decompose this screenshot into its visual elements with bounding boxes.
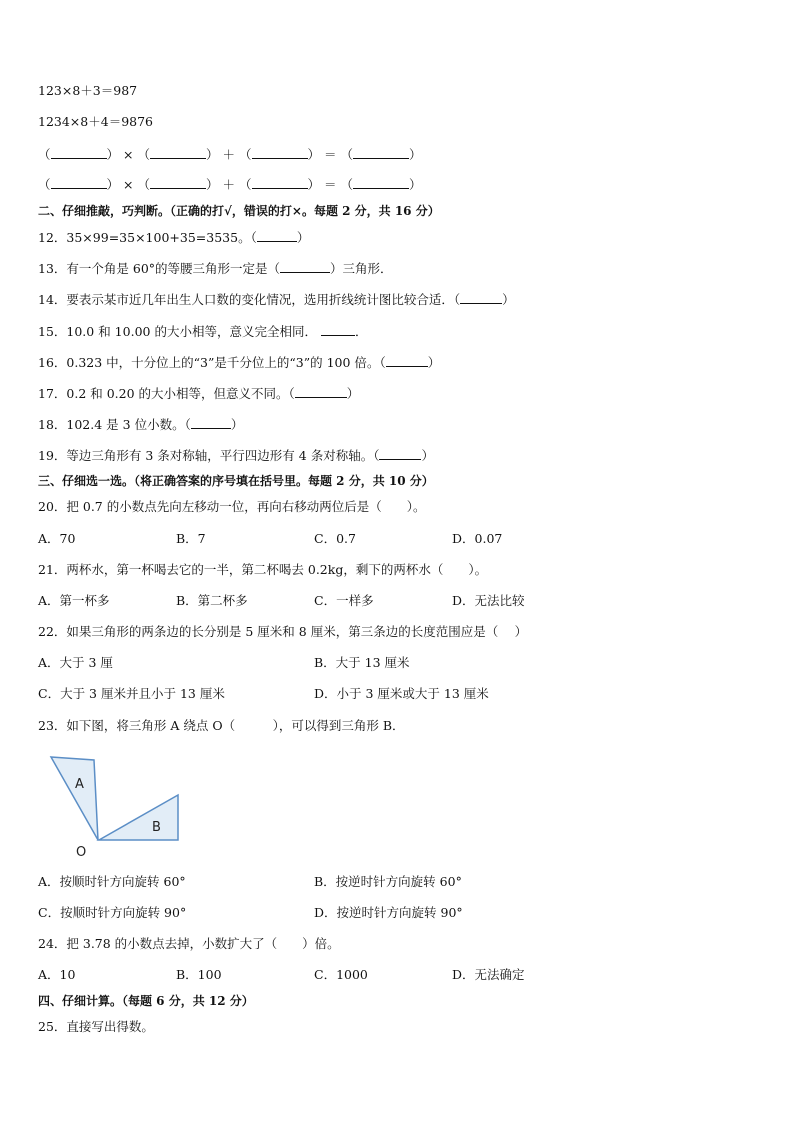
answer-blank[interactable] — [379, 447, 421, 460]
triangle-a — [51, 757, 98, 840]
paren: ） — [307, 177, 321, 192]
question-19 — [38, 447, 434, 464]
equation-line-1: 123×8＋3＝987 — [38, 83, 138, 98]
paren: （ — [137, 177, 150, 192]
question-12 — [38, 229, 309, 246]
question-21: 21．两杯水，第一杯喝去它的一半，第二杯喝去 0.2kg，剩下的两杯水（ ）。 — [38, 562, 488, 577]
option-d[interactable]: D．小于 3 厘米或大于 13 厘米 — [314, 686, 489, 701]
label-b: B — [152, 820, 161, 835]
paren: （ — [239, 177, 252, 192]
question-14 — [38, 291, 515, 308]
blank[interactable] — [252, 146, 308, 159]
question-text: 17．0.2 和 0.20 的大小相等，但意义不同。（ — [38, 386, 295, 401]
section-4-heading: 四、仔细计算。（每题 6 分，共 12 分） — [38, 994, 254, 1008]
equals-sign: ＝ — [324, 177, 337, 192]
option-a[interactable]: A．按顺时针方向旋转 60° — [38, 874, 186, 889]
question-text: 16．0.323 中，十分位上的“3”是千分位上的“3”的 100 倍。（ — [38, 355, 386, 370]
rotation-figure — [44, 752, 194, 864]
question-22: 22．如果三角形的两条边的长分别是 5 厘米和 8 厘米，第三条边的长度范围应是（ ） — [38, 624, 528, 639]
question-text: 19．等边三角形有 3 条对称轴，平行四边形有 4 条对称轴。（ — [38, 448, 380, 463]
option-c[interactable]: C．一样多 — [314, 593, 374, 608]
paren-close: ） — [296, 230, 310, 245]
times-sign: × — [123, 177, 134, 192]
option-d[interactable]: D．按逆时针方向旋转 90° — [314, 905, 463, 920]
question-13 — [38, 260, 393, 277]
equals-sign: ＝ — [324, 147, 337, 162]
question-16 — [38, 354, 440, 371]
option-b[interactable]: B．大于 13 厘米 — [314, 655, 410, 670]
equation-line-2: 1234×8＋4＝9876 — [38, 114, 154, 129]
question-text-end: ）三角形． — [330, 261, 393, 276]
option-c[interactable]: C．0.7 — [314, 531, 356, 546]
paren: ） — [206, 177, 219, 192]
question-25: 25．直接写出得数。 — [38, 1019, 154, 1034]
section-2-heading: 二、仔细推敲，巧判断。（正确的打√，错误的打×。每题 2 分，共 16 分） — [38, 204, 440, 218]
option-a[interactable]: A．大于 3 厘 — [38, 655, 113, 670]
option-d[interactable]: D．无法确定 — [452, 967, 525, 982]
question-20: 20．把 0.7 的小数点先向左移动一位，再向右移动两位后是（ ）。 — [38, 499, 426, 514]
question-17 — [38, 385, 359, 402]
blank[interactable] — [353, 146, 409, 159]
paren-close: ） — [346, 386, 360, 401]
option-a[interactable]: A．10 — [38, 967, 76, 982]
paren: （ — [239, 147, 252, 162]
blank[interactable] — [252, 176, 308, 189]
question-18 — [38, 416, 243, 433]
label-o: O — [76, 845, 87, 860]
fill-equation-row-2 — [38, 176, 422, 193]
option-d[interactable]: D．无法比较 — [452, 593, 525, 608]
times-sign: × — [123, 147, 134, 162]
answer-blank[interactable] — [280, 260, 330, 273]
question-24: 24．把 3.78 的小数点去掉，小数扩大了（ ）倍。 — [38, 936, 340, 951]
paren-close: ） — [230, 417, 244, 432]
paren: （ — [340, 177, 354, 192]
question-text: 14．要表示某市近几年出生人口数的变化情况，选用折线统计图比较合适．（ — [38, 292, 461, 307]
option-c[interactable]: C．大于 3 厘米并且小于 13 厘米 — [38, 686, 225, 701]
answer-blank[interactable] — [257, 229, 297, 242]
option-c[interactable]: C．1000 — [314, 967, 368, 982]
question-text-end: ． — [354, 324, 368, 339]
option-b[interactable]: B．按逆时针方向旋转 60° — [314, 874, 462, 889]
fill-equation-row-1 — [38, 146, 422, 163]
option-b[interactable]: B．第二杯多 — [176, 593, 248, 608]
paren-close: ） — [427, 355, 441, 370]
option-a[interactable]: A．70 — [38, 531, 76, 546]
plus-sign: ＋ — [222, 147, 236, 162]
paren: ） — [106, 147, 120, 162]
paren: （ — [340, 147, 354, 162]
question-15 — [38, 323, 367, 340]
blank[interactable] — [51, 146, 107, 159]
paren: ） — [206, 147, 219, 162]
triangle-b — [99, 795, 178, 840]
paren: （ — [38, 147, 51, 162]
question-23: 23．如下图，将三角形 A 绕点 O（ ），可以得到三角形 B． — [38, 718, 405, 733]
answer-blank[interactable] — [460, 291, 502, 304]
blank[interactable] — [150, 146, 206, 159]
blank[interactable] — [353, 176, 409, 189]
paren: ） — [409, 177, 422, 192]
option-b[interactable]: B．100 — [176, 967, 222, 982]
label-a: A — [75, 777, 84, 792]
answer-blank[interactable] — [321, 323, 355, 336]
blank[interactable] — [51, 176, 107, 189]
blank[interactable] — [150, 176, 206, 189]
plus-sign: ＋ — [222, 177, 236, 192]
question-text: 13．有一个角是 60°的等腰三角形一定是（ — [38, 261, 281, 276]
question-text: 12．35×99=35×100+35=3535。（ — [38, 230, 257, 245]
paren: ） — [307, 147, 321, 162]
paren: ） — [409, 147, 422, 162]
option-a[interactable]: A．第一杯多 — [38, 593, 110, 608]
paren-close: ） — [421, 448, 434, 463]
question-text: 18．102.4 是 3 位小数。（ — [38, 417, 191, 432]
paren: （ — [137, 147, 150, 162]
paren: （ — [38, 177, 51, 192]
answer-blank[interactable] — [295, 385, 347, 398]
paren: ） — [106, 177, 120, 192]
paren-close: ） — [502, 292, 515, 307]
option-b[interactable]: B．7 — [176, 531, 206, 546]
question-text: 15．10.0 和 10.00 的大小相等，意义完全相同． — [38, 324, 317, 339]
answer-blank[interactable] — [386, 354, 428, 367]
answer-blank[interactable] — [191, 416, 231, 429]
option-c[interactable]: C．按顺时针方向旋转 90° — [38, 905, 187, 920]
option-d[interactable]: D．0.07 — [452, 531, 503, 546]
section-3-heading: 三、仔细选一选。（将正确答案的序号填在括号里。每题 2 分，共 10 分） — [38, 474, 434, 488]
